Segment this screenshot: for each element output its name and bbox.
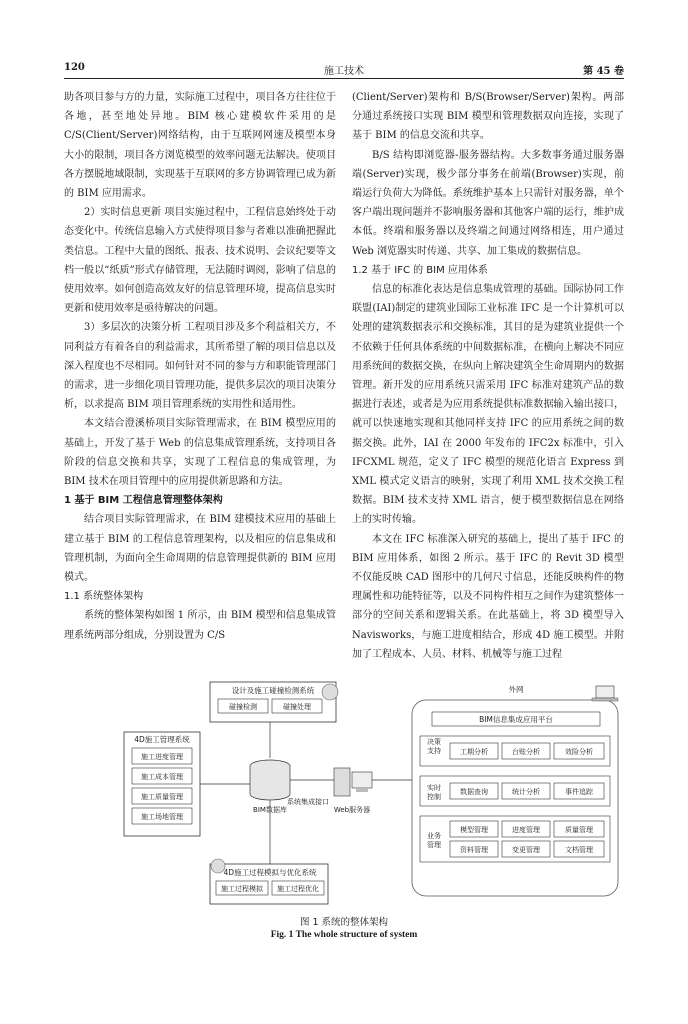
platform-item: 统计分析: [512, 788, 540, 796]
collision-item: 碰撞检测: [229, 703, 257, 711]
journal-name: 施工技术: [324, 66, 364, 77]
sim-item: 施工过程优化: [277, 885, 319, 893]
web-label: Web服务器: [333, 806, 371, 814]
subsection-heading: 1.1 系统整体架构: [64, 591, 144, 603]
interface-label: 系统集成接口: [287, 798, 329, 806]
paragraph: 3）多层次的决策分析 工程项目涉及多个利益相关方，不同利益方有着各自的利益需求，其所希望了解的项目信息以及深入程度也不尽相同。如何针对不同的参与方和职能管理部门的需求，进一步细化项目管理功能，提供多层次的项目决策分析，以求提高 BIM 项目管理系统的实用性和适用性。: [64, 322, 336, 411]
mgmt4d-item: 施工成本管理: [141, 773, 183, 781]
platform-item: 工期分析: [460, 748, 488, 756]
platform-item: 模型管理: [460, 826, 488, 834]
paragraph: 系统的整体架构如图 1 所示，由 BIM 模型和信息集成管理系统两部分组成，分别设置为 C/S: [64, 610, 336, 641]
left-column: [64, 88, 336, 645]
right-column: [352, 88, 624, 664]
sim-item: 施工过程模拟: [221, 885, 263, 893]
platform-item: 变更管理: [512, 846, 540, 854]
db-label: BIM数据库: [253, 806, 287, 814]
platform-row-label: 业务管理: [427, 832, 441, 849]
server-icon: [334, 768, 372, 796]
platform-item: 效险分析: [565, 748, 593, 756]
connectors: [200, 722, 412, 864]
figure-1: [120, 680, 640, 910]
collision-title: 设计及施工碰撞检测系统: [231, 686, 315, 695]
globe-icon: [322, 684, 338, 700]
laptop-icon: [592, 686, 618, 701]
paragraph: 本文结合澄溪桥项目实际管理需求，在 BIM 模型应用的基础上，开发了基于 Web 的信息集成管理系统，支持项目各阶段的信息交换和共享，实现了工程信息的集成管理，为 BIM 技术在项目管理中的应用提供新思路和方法。: [64, 418, 336, 488]
architecture-diagram: [120, 680, 640, 910]
figure-caption-en: Fig. 1 The whole structure of system: [270, 930, 418, 940]
page-header: [64, 58, 624, 79]
platform-item: 质量管理: [565, 826, 593, 834]
platform-item: 事件追踪: [565, 788, 593, 796]
collision-item: 碰撞处理: [283, 703, 311, 711]
platform-item: 文档管理: [565, 846, 593, 854]
paragraph: 结合项目实际管理需求，在 BIM 建模技术应用的基础上建立基于 BIM 的工程信息管理架构，以及相应的信息集成和管理机制，为面向全生命周期的信息管理提供新的 BIM 应用模式。: [64, 514, 336, 584]
figure-caption-cn: 图 1 系统的整体架构: [299, 917, 389, 928]
paragraph: 本文在 IFC 标准深入研究的基础上，提出了基于 IFC 的 BIM 应用体系，如图 2 所示。基于 IFC 的 Revit 3D 模型不仅能反映 CAD 图形中的几何尺寸信息，还能反映构件的物理属性和功能特征等，以及不同构件相互之间作为建筑整体一部分的空间关系和逻辑关系。在此基础上，将 3D 模型导入 Navisworks，与施工进度相结合，形成 4D 施工模型。并附加了工程成本、人员、材料、机械等与施工过程: [352, 533, 624, 660]
platform-item: 数据查询: [460, 788, 488, 796]
paragraph: 2）实时信息更新 项目实施过程中，工程信息始终处于动态变化中。传统信息输入方式使得项目参与者难以准确把握此类信息。工程中大量的图纸、报表、技术说明、会议纪要等文档一般以“纸质”形式存储管理，无法随时调阅，影响了信息的使用效率。如何创造高效友好的信息管理环境，提高信息实时更新和使用效率是亟待解决的问题。: [64, 207, 336, 315]
database-icon: [250, 760, 290, 800]
paragraph: 助各项目参与方的力量，实际施工过程中，项目各方往往位于各地，甚至地处异地。BIM 核心建模软件采用的是 C/S(Client/Server)网络结构，由于互联网网速及模型本身大小的限制，项目各方浏览模型的效率问题无法解决。使项目各方摆脱地域限制，实现基于互联网的多方协调管理已成为新的 BIM 应用需求。: [64, 92, 336, 200]
paragraph: B/S 结构即浏览器-服务器结构。大多数事务通过服务器端(Server)实现，极少部分事务在前端(Browser)实现，前端运行负荷大为降低。系统维护基本上只需针对服务器，单个客户端出现问题并不影响服务器和其他客户端的运行，维护成本低。终端和服务器以及终端之间通过网络相连，用户通过 Web 浏览器实时传递、共享、加工集成的数据信息。: [352, 149, 624, 257]
paragraph: (Client/Server)架构和 B/S(Browser/Server)架构。两部分通过系统接口实现 BIM 模型和管理数据双向连接，实现了基于 BIM 的信息交流和共享。: [352, 92, 624, 142]
platform-row-label: 决策支持: [427, 738, 441, 755]
platform-item: 台账分析: [512, 748, 540, 756]
platform-item: 资料管理: [460, 846, 488, 854]
external-label: 外网: [508, 685, 524, 694]
sim-title: 4D施工过程模拟与优化系统: [223, 868, 317, 877]
section-heading: 1 基于 BIM 工程信息管理整体架构: [64, 495, 223, 507]
platform-row-label: 实时控制: [427, 784, 441, 801]
platform-item: 进度管理: [512, 826, 540, 834]
mgmt4d-title: 4D施工管理系统: [134, 735, 190, 744]
subsection-heading: 1.2 基于 IFC 的 BIM 应用体系: [352, 264, 488, 276]
page-number: 120: [64, 62, 85, 73]
mgmt4d-item: 施工场地管理: [141, 813, 183, 821]
paragraph: 信息的标准化表达是信息集成管理的基础。国际协同工作联盟(IAI)制定的建筑业国际工业标准 IFC 是一个计算机可以处理的建筑数据表示和交换标准，其目的是为建筑业提供一个不依赖于任何具体系统的中间数据标准，在横向上解决不同应用系统间的数据交换，在纵向上解决建筑全生命周期内的数据管理。新开发的应用系统只需采用 IFC 标准对建筑产品的数据进行表述，或者是为应用系统提供标准数据输入输出接口，就可以快速地实现和其他同样支持 IFC 的应用系统之间的数据交换。此外，IAI 在 2000 年发布的 IFC2x 标准中，引入 IFCXML 规范，定义了 IFC 模型的规范化语言 Express 到 XML 模式定义语言的映射，实现了利用 XML 技术交换工程数据。BIM 技术支持 XML 语言，便于模型数据信息在网络上的实时传输。: [352, 284, 624, 526]
globe-icon: [211, 859, 225, 873]
mgmt4d-item: 施工质量管理: [141, 793, 183, 801]
platform-title: BIM信息集成应用平台: [479, 715, 553, 724]
volume-number: 第 45 卷: [583, 66, 624, 77]
mgmt4d-item: 施工进度管理: [141, 753, 183, 761]
